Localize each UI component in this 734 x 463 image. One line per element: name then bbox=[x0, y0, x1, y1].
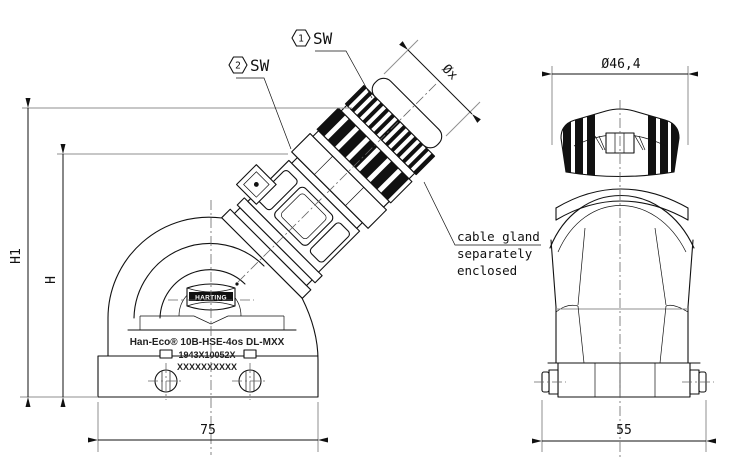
side-body bbox=[551, 228, 693, 363]
callout-2-label: SW bbox=[250, 56, 270, 75]
dim-h-label: H bbox=[44, 276, 59, 284]
callout-2-number: 2 bbox=[235, 60, 241, 72]
note-line3: enclosed bbox=[457, 263, 518, 278]
dim-dia-46-4-label: Ø46,4 bbox=[601, 57, 641, 72]
side-base bbox=[548, 363, 700, 397]
callout-sw2 bbox=[229, 56, 291, 149]
logo-text: HARTING bbox=[195, 294, 227, 302]
side-view bbox=[534, 100, 714, 458]
marking-line1: Han-Eco® 10B-HSE-4os DL-MXX bbox=[129, 337, 285, 348]
dim-55-label: 55 bbox=[616, 423, 632, 438]
harting-logo bbox=[187, 282, 239, 310]
dim-h1-label: H1 bbox=[9, 248, 24, 264]
dim-55 bbox=[542, 400, 706, 452]
note-line1: cable gland bbox=[457, 229, 540, 244]
dim-75 bbox=[98, 402, 318, 452]
registered-mark-dot bbox=[235, 282, 238, 285]
callout-sw1 bbox=[292, 29, 372, 98]
marking-line3: XXXXXXXXXX bbox=[176, 362, 238, 372]
marking-line2: 1943X10052X bbox=[178, 350, 236, 360]
note-cable-gland bbox=[424, 182, 541, 278]
callout-2-leader bbox=[236, 78, 291, 149]
front-view bbox=[98, 56, 455, 455]
callout-1-number: 1 bbox=[298, 33, 304, 45]
callout-1-label: SW bbox=[313, 29, 333, 48]
dim-dia-x-label: Øx bbox=[438, 61, 461, 84]
seal-ring bbox=[556, 189, 688, 220]
dome-arc-outer-side bbox=[550, 196, 694, 249]
dim-75-label: 75 bbox=[200, 423, 216, 438]
note-line2: separately bbox=[457, 246, 533, 261]
